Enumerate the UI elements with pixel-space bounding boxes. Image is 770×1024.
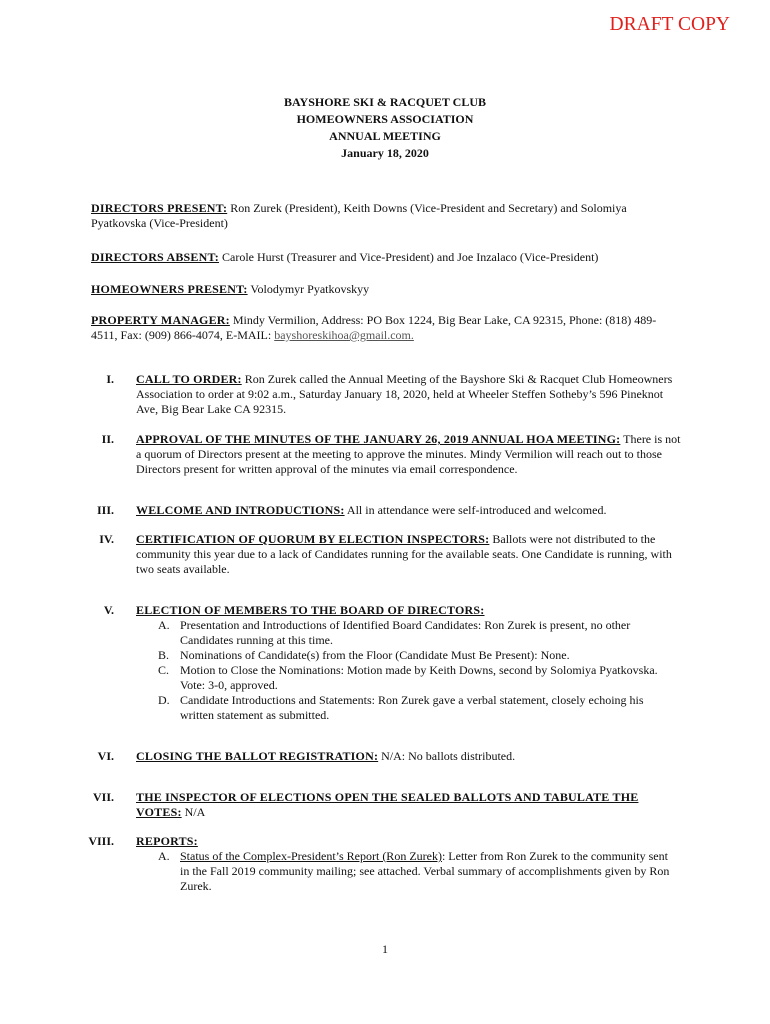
item-v-election-heading: [136, 603, 684, 618]
header-association: HOMEOWNERS ASSOCIATION: [296, 112, 474, 126]
property-manager-text: Mindy Vermilion, Address: PO Box 1224, Big Bear Lake, CA 92315, Phone: (818) 489-4511, Fax: (909) 866-4074, E-MAIL:: [91, 313, 657, 342]
item-vii-text: N/A: [181, 805, 206, 819]
item-vii-heading: THE INSPECTOR OF ELECTIONS OPEN THE SEALED BALLOTS AND TABULATE THE VOTES:: [136, 790, 639, 819]
directors-absent-label: DIRECTORS ABSENT:: [91, 250, 219, 264]
item-viii-heading: REPORTS:: [136, 834, 198, 848]
item-iv-text: Ballots were not distributed to the community this year due to a lack of Candidates running for the available seats. One Candidate is running, with two seats available.: [136, 532, 672, 576]
item-viii-numeral: VIII.: [88, 834, 114, 848]
item-iv-heading: CERTIFICATION OF QUORUM BY ELECTION INSPECTORS:: [136, 532, 490, 546]
item-iv-numeral: IV.: [99, 532, 114, 546]
presidents-report-link: Status of the Complex-President’s Report (Ron Zurek): [180, 849, 442, 863]
item-ii-numeral: II.: [101, 432, 114, 446]
property-manager-paragraph: [91, 313, 675, 343]
subitem-letter: D.: [158, 693, 170, 707]
item-i-text: Ron Zurek called the Annual Meeting of the Bayshore Ski & Racquet Club Homeowners Association to order at 9:02 a.m., Saturday January 18, 2020, held at Wheeler Steffen Sotheby’s 596 Pineknot Ave, Big Bear Lake CA 92315.: [136, 372, 673, 416]
item-iii-heading: WELCOME AND INTRODUCTIONS:: [136, 503, 345, 517]
item-ii-approval-of-minutes: [136, 432, 684, 477]
subitem-letter: B.: [158, 648, 170, 662]
directors-present-paragraph: [91, 201, 675, 231]
subitem-text: [180, 849, 678, 894]
item-v-numeral: V.: [103, 603, 114, 617]
presidents-report-text: : Letter from Ron Zurek to the community sent in the Fall 2019 community mailing; see attached. Verbal summary of accomplishments given by Ron Zurek.: [180, 849, 670, 893]
item-iii-text: All in attendance were self-introduced and welcomed.: [344, 503, 607, 517]
directors-present-label: DIRECTORS PRESENT:: [91, 201, 228, 215]
directors-present-text: Ron Zurek (President), Keith Downs (Vice-President and Secretary) and Solomiya Pyatkovska (Vice-President): [91, 201, 627, 230]
draft-copy-watermark: DRAFT COPY: [609, 14, 730, 35]
subitem-text: Presentation and Introductions of Identified Board Candidates: Ron Zurek is present, no other Candidates running at this time.: [180, 618, 631, 647]
page-number: 1: [382, 942, 388, 956]
item-ii-text: There is not a quorum of Directors present at the meeting to approve the minutes. Mindy Vermilion will reach out to those Directors present for written approval of the minutes via email correspondence.: [136, 432, 681, 476]
item-iii-numeral: III.: [96, 503, 114, 517]
header-meeting-type: ANNUAL MEETING: [329, 129, 441, 143]
item-vi-numeral: VI.: [97, 749, 114, 763]
subitem-letter: C.: [158, 663, 170, 677]
document-header: [0, 94, 770, 162]
item-viii-subitems: [158, 849, 678, 894]
homeowners-present-text: Volodymyr Pyatkovskyy: [247, 282, 370, 296]
item-vii-inspector-of-elections: [136, 790, 684, 820]
item-iv-certification-of-quorum: [136, 532, 684, 577]
item-i-call-to-order: [136, 372, 684, 417]
list-item: [158, 849, 678, 894]
subitem-letter: A.: [158, 849, 170, 863]
item-viii-reports-heading: [136, 834, 684, 849]
item-vi-text: N/A: No ballots distributed.: [378, 749, 516, 763]
subitem-text: Motion to Close the Nominations: Motion made by Keith Downs, second by Solomiya Pyatkovska. Vote: 3-0, approved.: [180, 663, 658, 692]
item-i-numeral: I.: [106, 372, 114, 386]
list-item: [158, 618, 678, 648]
item-i-heading: CALL TO ORDER:: [136, 372, 242, 386]
homeowners-present-label: HOMEOWNERS PRESENT:: [91, 282, 248, 296]
property-manager-label: PROPERTY MANAGER:: [91, 313, 230, 327]
header-date: January 18, 2020: [341, 146, 429, 160]
subitem-letter: A.: [158, 618, 170, 632]
item-vi-closing-ballot: [136, 749, 684, 764]
property-manager-email-link[interactable]: bayshoreskihoa@gmail.com.: [274, 328, 414, 342]
list-item: [158, 663, 678, 693]
item-v-subitems: [158, 618, 678, 723]
subitem-text: Candidate Introductions and Statements: Ron Zurek gave a verbal statement, closely echoing his written statement as submitted.: [180, 693, 644, 722]
item-iii-welcome: [136, 503, 684, 518]
list-item: [158, 693, 678, 723]
subitem-text: Nominations of Candidate(s) from the Floor (Candidate Must Be Present): None.: [180, 648, 570, 662]
directors-absent-paragraph: [91, 250, 675, 265]
directors-absent-text: Carole Hurst (Treasurer and Vice-President) and Joe Inzalaco (Vice-President): [219, 250, 599, 264]
homeowners-present-paragraph: [91, 282, 675, 297]
item-vii-numeral: VII.: [92, 790, 114, 804]
header-club-name: BAYSHORE SKI & RACQUET CLUB: [283, 95, 487, 109]
item-v-heading: ELECTION OF MEMBERS TO THE BOARD OF DIRECTORS:: [136, 603, 485, 617]
item-ii-heading: APPROVAL OF THE MINUTES OF THE JANUARY 26, 2019 ANNUAL HOA MEETING:: [136, 432, 621, 446]
list-item: [158, 648, 678, 663]
item-vi-heading: CLOSING THE BALLOT REGISTRATION:: [136, 749, 379, 763]
